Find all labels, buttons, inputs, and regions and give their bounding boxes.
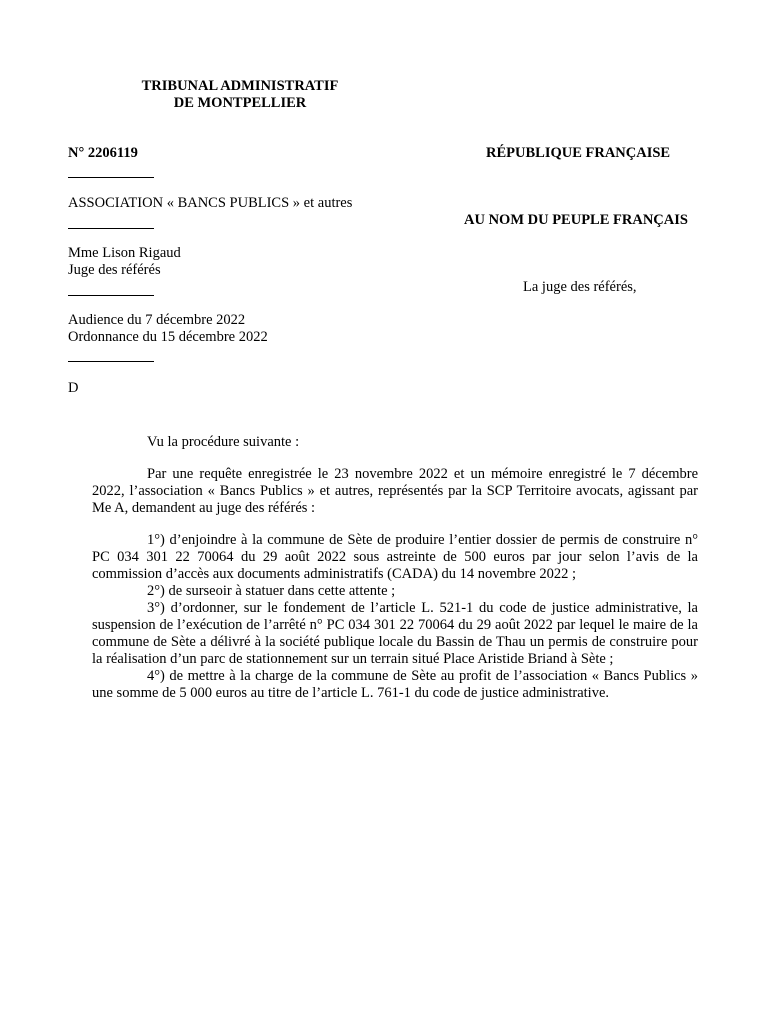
separator: [68, 177, 154, 178]
court-name-line1: TRIBUNAL ADMINISTRATIF: [141, 78, 339, 94]
conclusion-item-3: 3°) d’ordonner, sur le fondement de l’article L. 521-1 du code de justice administrative, la suspension de l’exécution de l’arrêté n° PC 034 301 22 70064 du 29 août 2022 par lequel le maire de la commune de Sète a délivré à la société publique locale du Bassin de Thau un permis de construire pour la réalisation d’un parc de stationnement sur un terrain situé Place Aristide Briand à Sète ;: [92, 600, 698, 667]
in-name-heading: AU NOM DU PEUPLE FRANÇAIS: [464, 212, 688, 228]
conclusion-item-4: 4°) de mettre à la charge de la commune de Sète au profit de l’association « Bancs Publics » une somme de 5 000 euros au titre de l’article L. 761-1 du code de justice administrative.: [92, 668, 698, 701]
judge-role: Juge des référés: [68, 262, 161, 278]
separator: [68, 361, 154, 362]
order-date: Ordonnance du 15 décembre 2022: [68, 329, 268, 345]
hearing-date: Audience du 7 décembre 2022: [68, 312, 246, 328]
intro-paragraph: Vu la procédure suivante :: [147, 434, 300, 450]
separator: [68, 228, 154, 229]
conclusion-item-1: 1°) d’enjoindre à la commune de Sète de produire l’entier dossier de permis de construire n° PC 034 301 22 70064 du 29 août 2022 sous astreinte de 500 euros par jour selon l’avis de la commission d’accès aux documents administratifs (CADA) du 14 novembre 2022 ;: [92, 532, 698, 582]
classification-code: D: [68, 380, 79, 396]
republic-heading: RÉPUBLIQUE FRANÇAISE: [486, 145, 671, 161]
separator: [68, 295, 154, 296]
judge-heading: La juge des référés,: [523, 279, 637, 295]
document-body: [92, 434, 698, 702]
request-paragraph: Par une requête enregistrée le 23 novembre 2022 et un mémoire enregistré le 7 décembre 2022, l’association « Bancs Publics » et autres, représentés par la SCP Territoire avocats, agissant par Me A, demandent au juge des référés :: [92, 466, 698, 516]
parties: ASSOCIATION « BANCS PUBLICS » et autres: [68, 195, 353, 211]
court-name-line2: DE MONTPELLIER: [173, 95, 307, 111]
case-number: N° 2206119: [68, 145, 138, 161]
conclusion-item-2: 2°) de surseoir à statuer dans cette attente ;: [147, 583, 396, 599]
judge-name: Mme Lison Rigaud: [68, 245, 181, 261]
